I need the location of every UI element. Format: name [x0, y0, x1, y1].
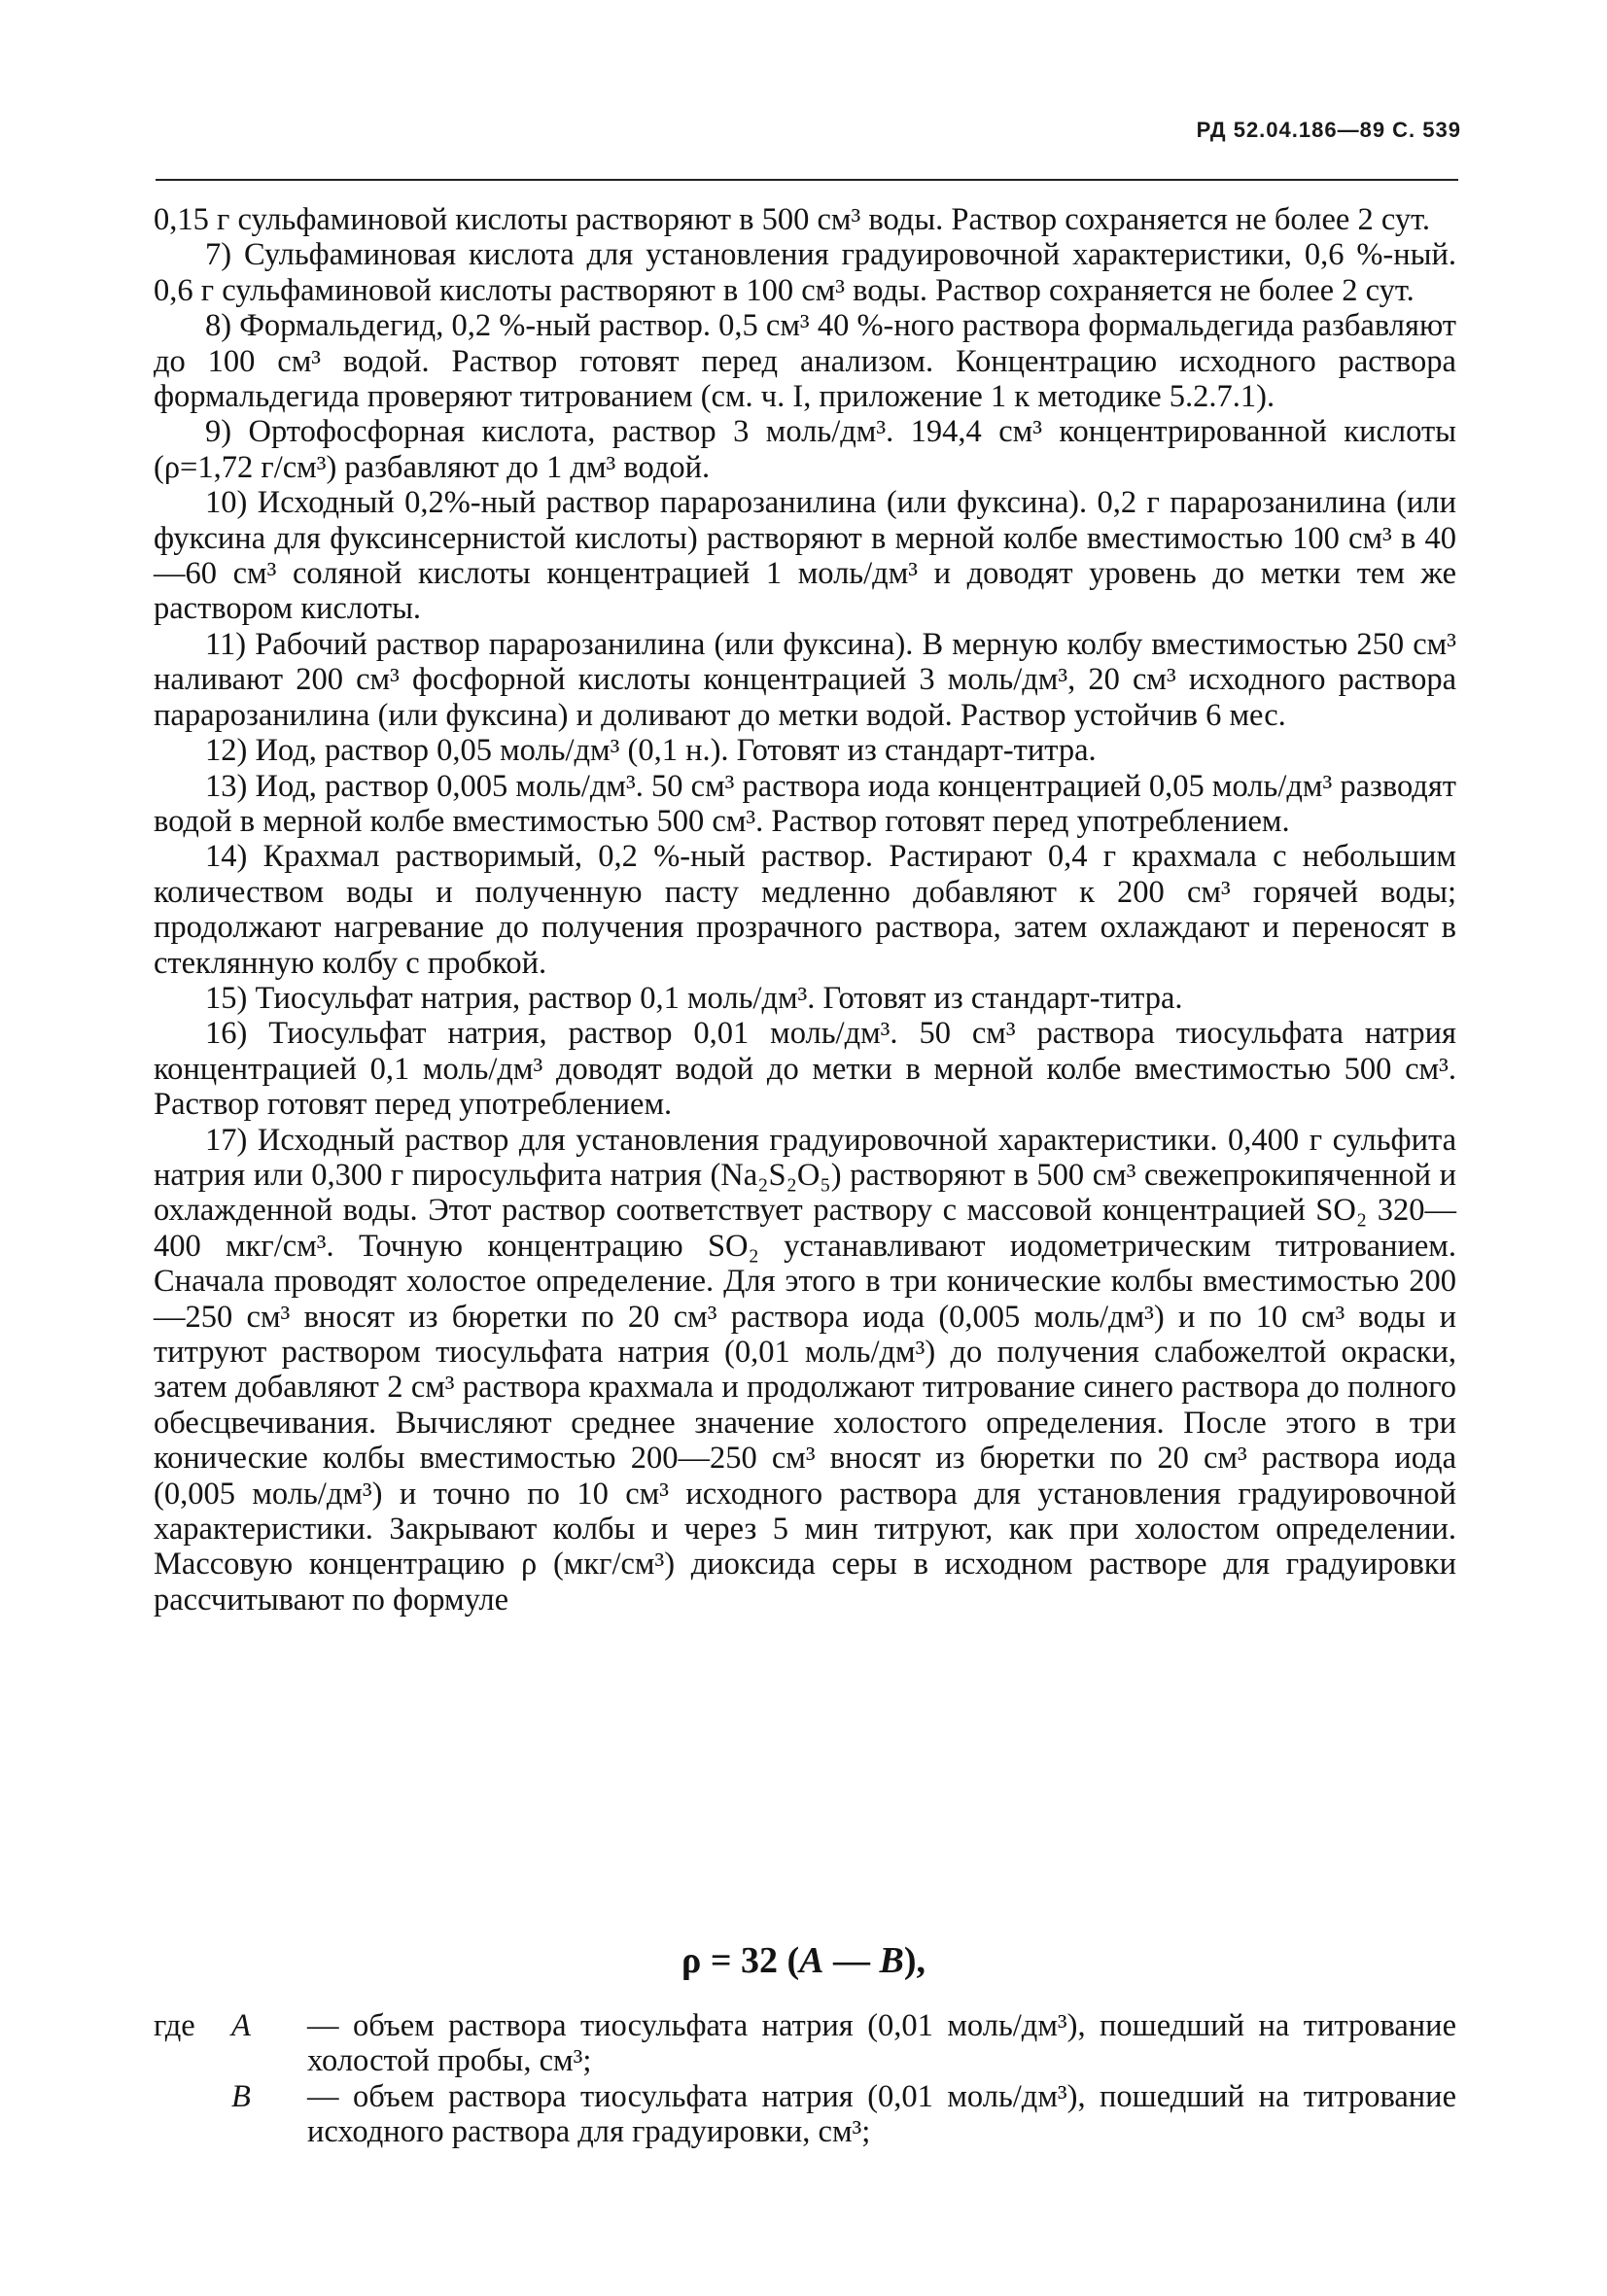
- definition-symbol-a: A: [231, 2008, 251, 2043]
- paragraph-item-8: 8) Формальдегид, 0,2 %-ный раствор. 0,5 см³ 40 %-ного раствора формальдегида разбавляют до 100 см³ водой. Раствор готовят перед анализом. Концентрацию исходного раствора формальдегида проверяют титрованием (см. ч. I, приложение 1 к методике 5.2.7.1).: [154, 308, 1456, 415]
- paragraph-item-13: 13) Иод, раствор 0,005 моль/дм³. 50 см³ раствора иода концентрацией 0,05 моль/дм³ разводят водой в мерной колбе вместимостью 500 см³. Раствор готовят перед употреблением.: [154, 768, 1456, 839]
- formula-rho: ρ: [681, 1940, 702, 1981]
- paragraph-item-7: 7) Сульфаминовая кислота для установления градуировочной характеристики, 0,6 %-ный. 0,6 г сульфаминовой кислоты растворяют в 100 см³ воды. Раствор сохраняется не более 2 сут.: [154, 237, 1456, 308]
- definitions: [154, 2008, 1456, 2150]
- formula: [0, 1939, 1607, 1982]
- definition-row-b: [154, 2079, 1456, 2150]
- paragraph-item-17: 17) Исходный раствор для установления градуировочной характеристики. 0,400 г сульфита натрия или 0,300 г пиросульфита натрия (Na₂S₂O₅) растворяют в 500 см³ свежепрокипяченной и охлажденной воды. Этот раствор соответствует раствору с массовой концентрацией SO₂ 320—400 мкг/см³. Точную концентрацию SO₂ устанавливают иодометрическим титрованием. Сначала проводят холостое определение. Для этого в три конические колбы вместимостью 200—250 см³ вносят из бюретки по 20 см³ раствора иода (0,005 моль/дм³) и по 10 см³ воды и титруют раствором тиосульфата натрия (0,01 моль/дм³) до получения слабожелтой окраски, затем добавляют 2 см³ раствора крахмала и продолжают титрование синего раствора до полного обесцвечивания. Вычисляют среднее значение холостого определения. После этого в три конические колбы вместимостью 200—250 см³ вносят из бюретки по 20 см³ раствора иода (0,005 моль/дм³) и точно по 10 см³ исходного раствора для установления градуировочной характеристики. Закрывают колбы и через 5 мин титруют, как при холостом определении. Массовую концентрацию ρ (мкг/см³) диоксида серы в исходном растворе для градуировки рассчитывают по формуле: [154, 1122, 1456, 1618]
- paragraph-continuation: 0,15 г сульфаминовой кислоты растворяют в 500 см³ воды. Раствор сохраняется не более 2 сут.: [154, 202, 1430, 237]
- header-rule: [156, 179, 1458, 181]
- paragraph-item-14: 14) Крахмал растворимый, 0,2 %-ный раствор. Растирают 0,4 г крахмала с небольшим количеством воды и полученную пасту медленно добавляют к 200 см³ горячей воды; продолжают нагревание до получения прозрачного раствора, затем охлаждают и переносят в стеклянную колбу с пробкой.: [154, 839, 1456, 981]
- definition-text-b: — объем раствора тиосульфата натрия (0,01 моль/дм³), пошедший на титрование исходного раствора для градуировки, см³;: [307, 2078, 1456, 2150]
- formula-b: B: [879, 1940, 904, 1981]
- paragraph-item-9: 9) Ортофосфорная кислота, раствор 3 моль/дм³. 194,4 см³ концентрированной кислоты (ρ=1,72 г/см³) разбавляют до 1 дм³ водой.: [154, 414, 1456, 485]
- definition-symbol-b: B: [231, 2078, 251, 2114]
- definition-lead: где: [154, 2008, 195, 2043]
- paragraph-item-16: 16) Тиосульфат натрия, раствор 0,01 моль/дм³. 50 см³ раствора тиосульфата натрия концентрацией 0,1 моль/дм³ доводят водой до метки в мерной колбе вместимостью 500 см³. Раствор готовят перед употреблением.: [154, 1016, 1456, 1123]
- paragraph-item-15: 15) Тиосульфат натрия, раствор 0,1 моль/дм³. Готовят из стандарт-титра.: [205, 980, 1183, 1016]
- paragraph-item-12: 12) Иод, раствор 0,05 моль/дм³ (0,1 н.). Готовят из стандарт-титра.: [205, 733, 1097, 769]
- definition-lead-empty: [154, 2079, 231, 2150]
- definition-text-a: — объем раствора тиосульфата натрия (0,01 моль/дм³), пошедший на титрование холостой пробы, см³;: [307, 2008, 1456, 2079]
- paragraph-item-10: 10) Исходный 0,2%-ный раствор парарозанилина (или фуксина). 0,2 г парарозанилина (или фуксина для фуксинсернистой кислоты) растворяют в мерной колбе вместимостью 100 см³ в 40—60 см³ соляной кислоты концентрацией 1 моль/дм³ и доводят уровень до метки тем же раствором кислоты.: [154, 485, 1456, 627]
- paragraph-item-11: 11) Рабочий раствор парарозанилина (или фуксина). В мерную колбу вместимостью 250 см³ наливают 200 см³ фосфорной кислоты концентрацией 3 моль/дм³, 20 см³ исходного раствора парарозанилина (или фуксина) и доливают до метки водой. Раствор устойчив 6 мес.: [154, 626, 1456, 733]
- formula-a: A: [799, 1940, 824, 1981]
- formula-eq: = 32 (: [701, 1940, 800, 1981]
- page-header: РД 52.04.186—89 С. 539: [1196, 118, 1461, 142]
- formula-tail: ),: [903, 1940, 926, 1981]
- body-text: [154, 202, 1456, 1618]
- definition-row-a: [154, 2008, 1456, 2079]
- formula-minus: —: [823, 1940, 880, 1981]
